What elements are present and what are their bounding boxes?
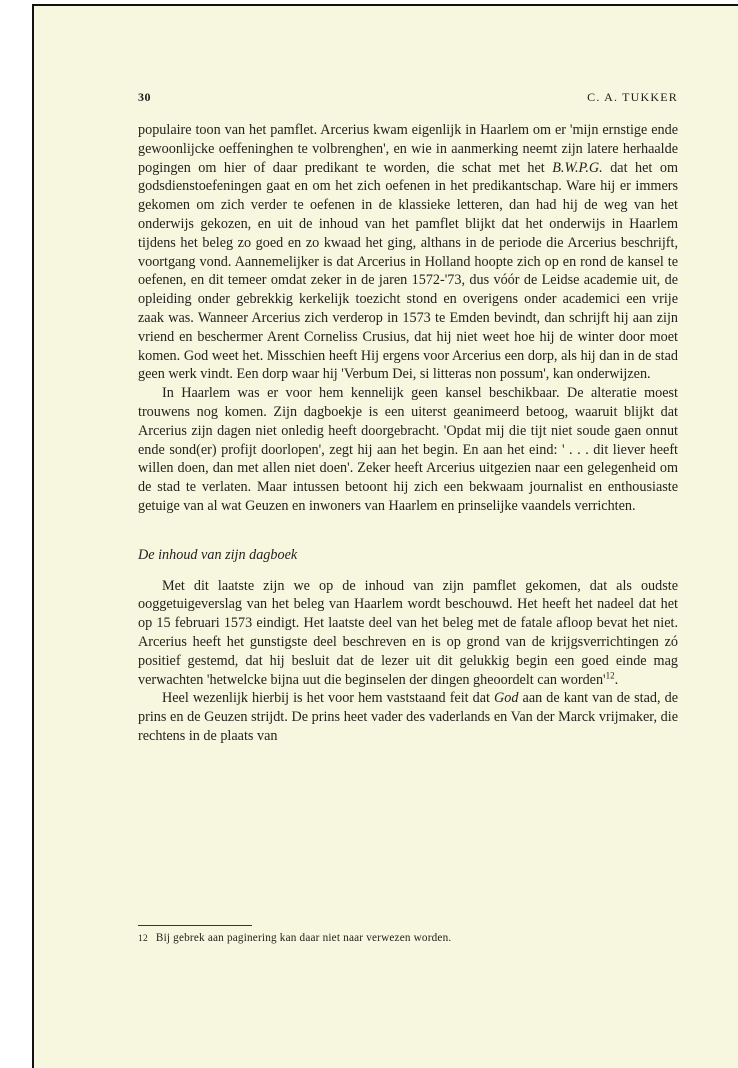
text-segment: populaire toon van het pamflet. Arcerius kwam eigenlijk in Haarlem om er 'mijn ernstige ende gewoonlijcke oeffeninghen te volbrenghen', en wie in aanmerking neemt zijn latere herhaalde pogingen om hier of daar predikant te worden, die schat met het	[138, 122, 678, 176]
footnote-rule	[138, 925, 252, 926]
footnote-text: Bij gebrek aan paginering kan daar niet naar verwezen worden.	[155, 932, 452, 944]
text-segment: .	[614, 671, 619, 688]
text-segment: aan de kant van de stad, de prins en de Geuzen strijdt. De prins heet vader des vaderlands en Van der Marck vrijmaker, die rechtens in de plaats van	[138, 690, 678, 744]
author-label: C. A. TUKKER	[587, 90, 678, 104]
text-segment: dat het om godsdienstoefeningen gaat en om het zich oefenen in het predikantschap. Ware hij er immers gekomen om zich verder te oefenen in de klassieke letteren, dan had hij de weg van het onderwijs gekozen, en uit de inhoud van het pamflet blijkt dat het onderwijs in Haarlem tijdens het beleg zo goed en zo kwaad het ging, althans in de periode die Arcerius beschrijft, voortgang vond. Aannemelijker is dat Arcerius in Holland hoopte zich op en rond de kansel te oefenen, en dit temeer omdat zeker in de jaren 1572-'73, dus vóór de Leidse academie uit, de opleiding onder gebrekkig kerkelijk toezicht stond en overigens onder academici een vrije zaak was. Wanneer Arcerius zich verderop in 1573 te Emden bevindt, dan schrijft hij aan zijn vriend en beschermer Arent Corneliss Crusius, dat hij niet weet hoe hij de winter door moet komen. God weet het. Misschien heeft Hij ergens voor Arcerius een dorp, als hij dan in de stad geen werk vindt. Een dorp waar hij 'Verbum Dei, si litteras non possum', kan onderwijzen.	[138, 159, 678, 383]
text-segment: Met dit laatste zijn we op de inhoud van zijn pamflet gekomen, dat als oudste ooggetuigeverslag van het beleg van Haarlem wordt beschouwd. Het heeft het nadeel dat het op 15 februari 1573 eindigt. Het laatste deel van het beleg met de fatale afloop bevat het niet. Arcerius heeft het gunstigste deel beschreven en is op grond van de krijgsverrichtingen zó positief gestemd, dat hij besluit dat de lezer uit dit gelukkig begin een goed einde mag verwachten 'hetwelcke bijna uut die beginselen der dingen gheoordelt can worden'	[138, 577, 678, 688]
section-heading: De inhoud van zijn dagboek	[138, 546, 298, 563]
italic-text: B.W.P.G.	[552, 159, 603, 176]
italic-text: God	[494, 690, 519, 707]
page-number-label: 30	[138, 90, 151, 104]
paragraph	[138, 577, 678, 690]
text-segment: In Haarlem was er voor hem kennelijk geen kansel beschikbaar. De alteratie moest trouwens nog komen. Zijn dagboekje is een uiterst geanimeerd betoog, waaruit blijkt dat Arcerius zijn dagen niet onledig heeft doorgebracht. 'Opdat mij die tijt niet soude gaen onnut ende sond(er) profijt doorlopen', zegt hij aan het begin. En aan het eind: ' . . . dit liever heeft willen doen, dan met allen niet doen'. Zeker heeft Arcerius uitgezien naar een gelegenheid om de stad te verlaten. Maar intussen betoont hij zich een bekwaam journalist en enthousiaste getuige van al wat Geuzen en inwoners van Haarlem en prinselijke vaandels verrichten.	[138, 385, 678, 514]
paragraph	[138, 121, 678, 384]
footnote-number: 12	[138, 934, 148, 944]
footnote	[138, 932, 678, 944]
text-segment: Heel wezenlijk hierbij is het voor hem vaststaand feit dat	[162, 690, 495, 707]
paragraph	[138, 384, 678, 516]
body-text	[138, 121, 678, 746]
footnote-reference: 12	[605, 669, 615, 680]
paragraph	[138, 689, 678, 745]
